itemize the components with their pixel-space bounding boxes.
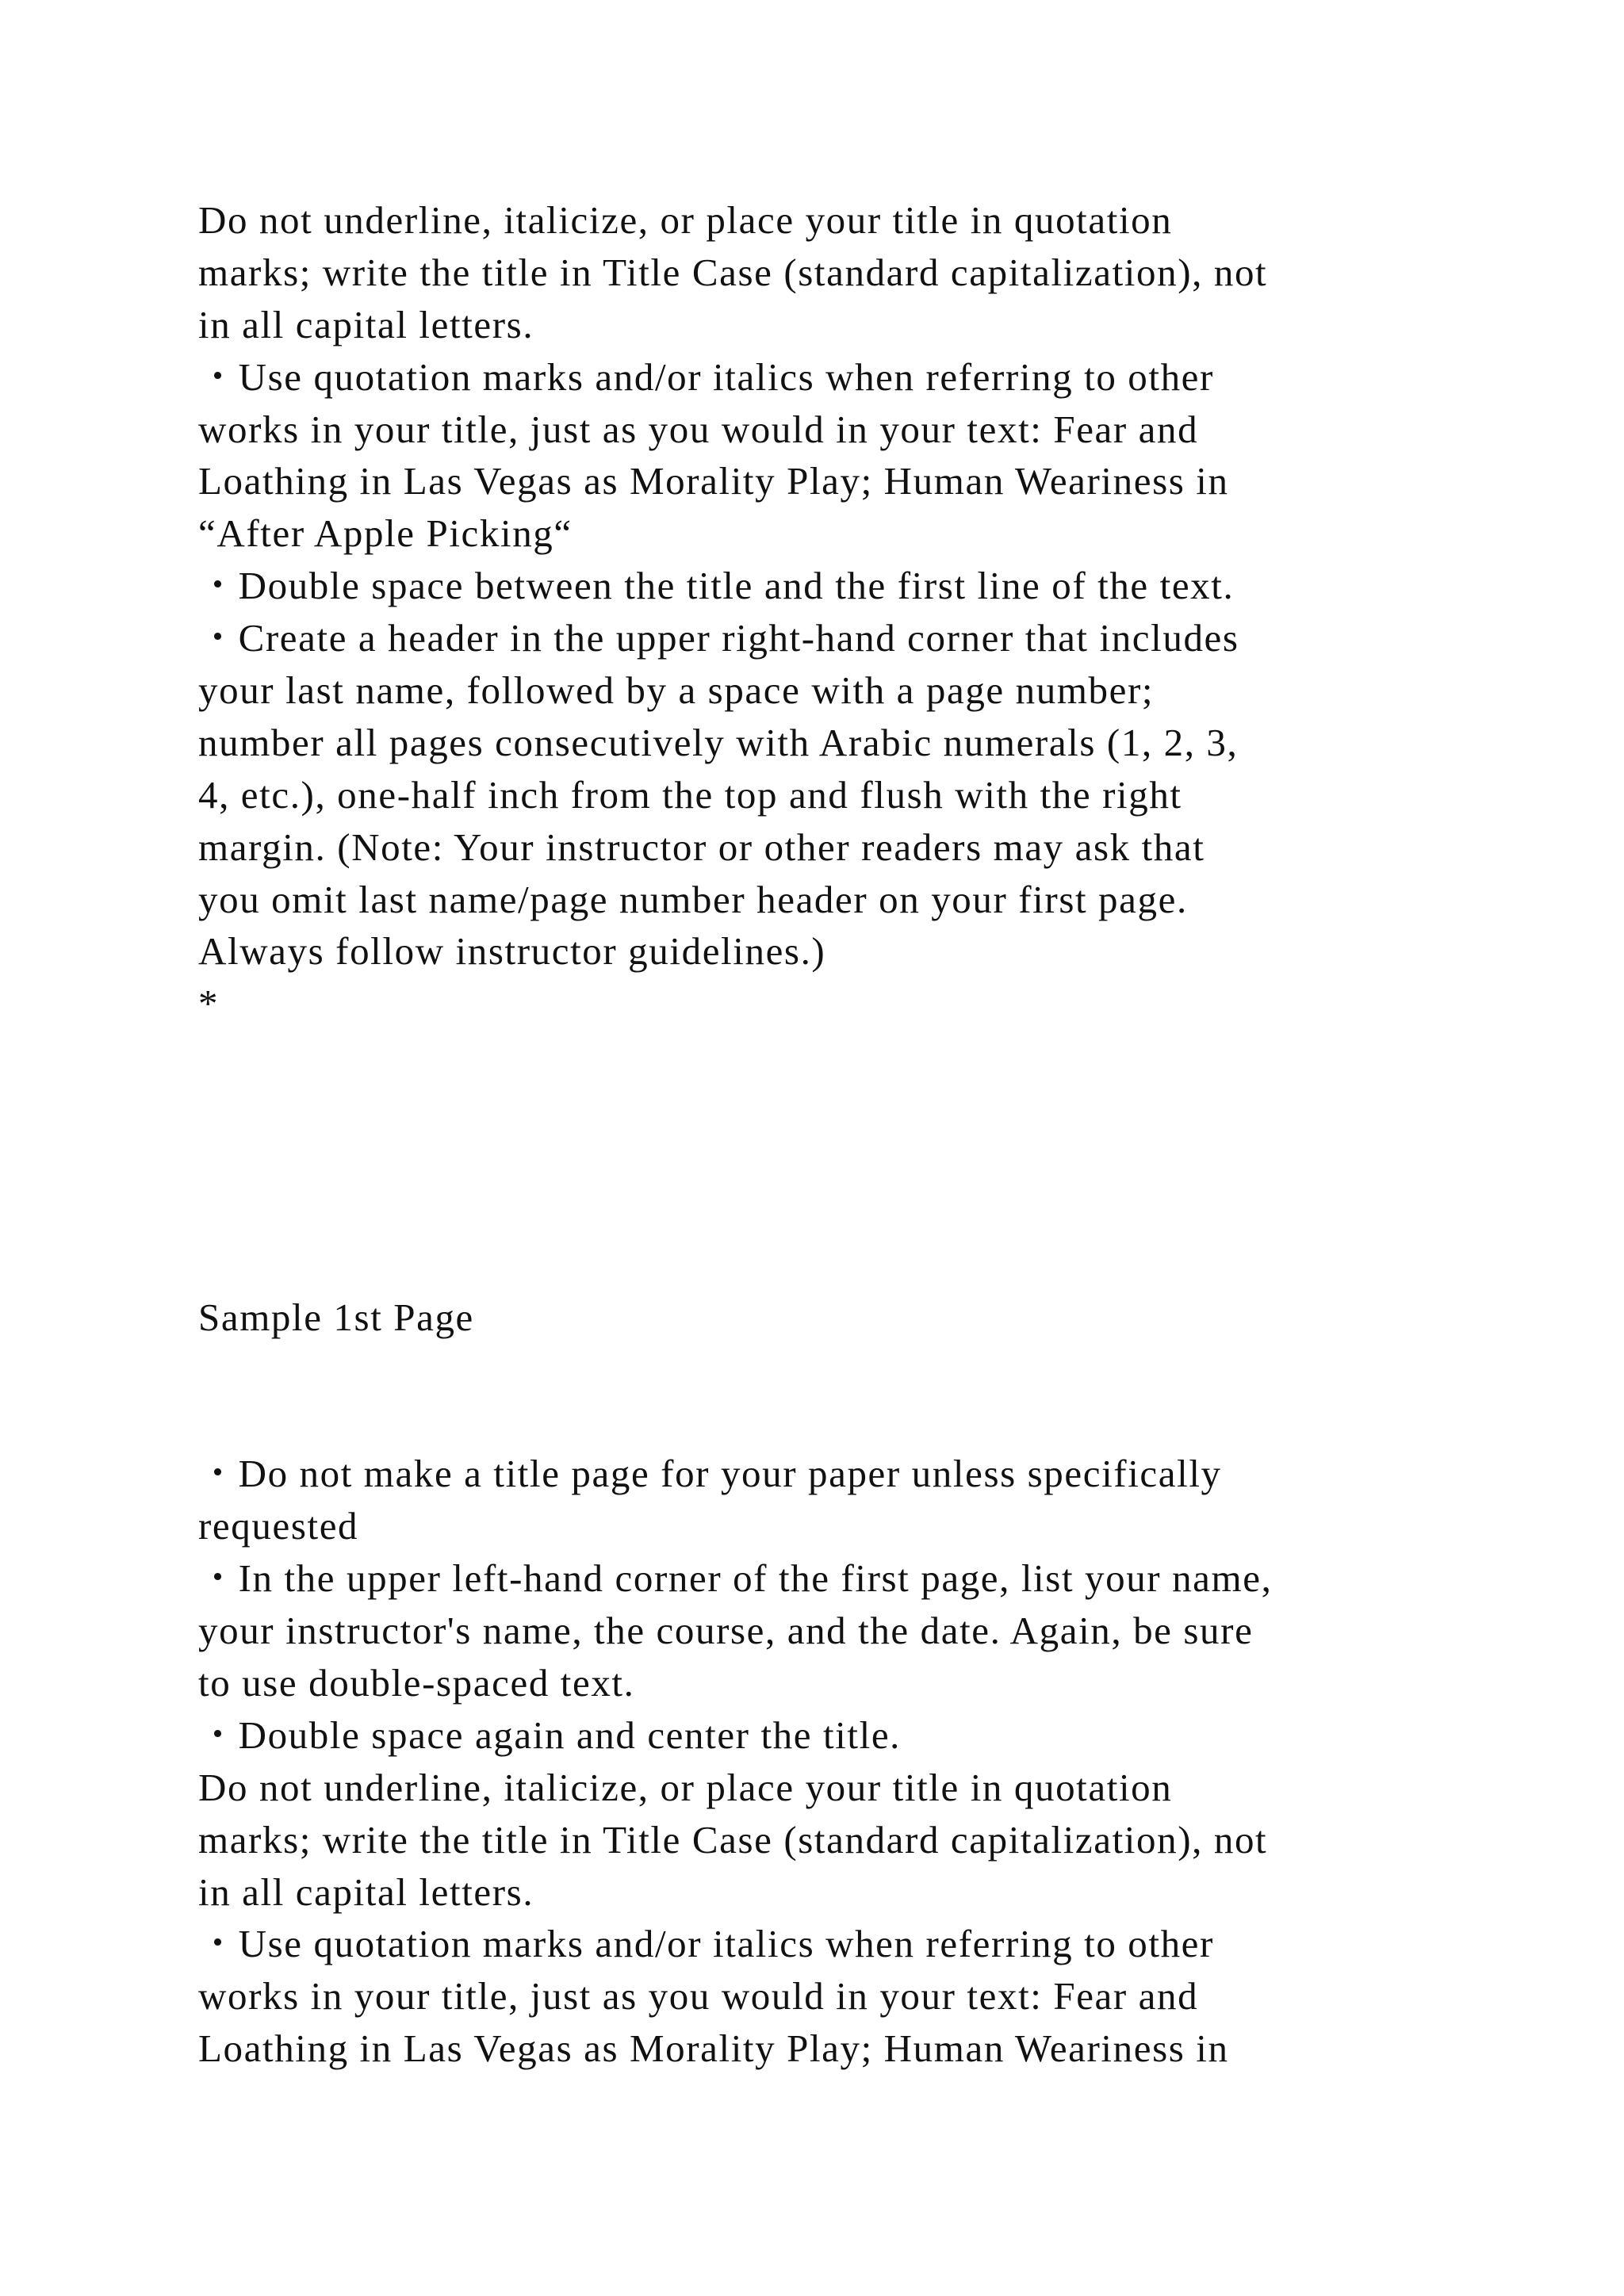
text-line: works in your title, just as you would in your text: Fear and — [198, 1974, 1199, 2019]
spacer — [198, 1135, 1451, 1187]
text-line: in all capital letters. — [198, 302, 534, 346]
text-line: works in your title, just as you would in your text: Fear and — [198, 407, 1199, 451]
text-line: Do not underline, italicize, or place your title in quotation — [198, 198, 1173, 242]
spacer — [198, 1187, 1451, 1239]
bullet-line: ・Double space again and center the title. — [198, 1712, 902, 1757]
bullet-line: ・Do not make a title page for your paper unless specifically — [198, 1452, 1222, 1496]
section-first-page-guidelines — [198, 1448, 1451, 2075]
spacer — [198, 1395, 1451, 1448]
document-page — [198, 194, 1451, 2075]
bullet-line: ・Create a header in the upper right-hand corner that includes — [198, 616, 1239, 660]
text-line: Always follow instructor guidelines.) — [198, 929, 826, 974]
spacer — [198, 1082, 1451, 1135]
text-line: Loathing in Las Vegas as Morality Play; Human Weariness in — [198, 2026, 1229, 2071]
text-line: in all capital letters. — [198, 1869, 534, 1914]
section-title-formatting — [198, 194, 1451, 1030]
bullet-line: ・Use quotation marks and/or italics when referring to other — [198, 1922, 1214, 1966]
spacer — [198, 1239, 1451, 1292]
spacer — [198, 1030, 1451, 1082]
text-line: your instructor's name, the course, and the date. Again, be sure — [198, 1609, 1254, 1653]
text-line: number all pages consecutively with Arabic numerals (1, 2, 3, — [198, 720, 1239, 764]
bullet-line: ・In the upper left-hand corner of the first page, list your name, — [198, 1556, 1273, 1601]
section-heading: Sample 1st Page — [198, 1295, 474, 1339]
text-line: marks; write the title in Title Case (standard capitalization), not — [198, 1817, 1268, 1862]
asterisk-line: * — [198, 982, 220, 1026]
text-line: “After Apple Picking“ — [198, 511, 573, 556]
text-line: requested — [198, 1504, 359, 1548]
text-line: your last name, followed by a space with a page number; — [198, 668, 1155, 713]
text-line: you omit last name/page number header on your first page. — [198, 877, 1188, 921]
text-line: marks; write the title in Title Case (standard capitalization), not — [198, 250, 1268, 294]
text-line: 4, etc.), one-half inch from the top and flush with the right — [198, 772, 1182, 817]
text-line: Do not underline, italicize, or place your title in quotation — [198, 1765, 1173, 1809]
bullet-line: ・Use quotation marks and/or italics when referring to other — [198, 354, 1214, 399]
text-line: Loathing in Las Vegas as Morality Play; Human Weariness in — [198, 459, 1229, 503]
bullet-line: ・Double space between the title and the first line of the text. — [198, 564, 1235, 608]
spacer — [198, 1344, 1451, 1396]
text-line: to use double-spaced text. — [198, 1660, 635, 1705]
text-line: margin. (Note: Your instructor or other readers may ask that — [198, 825, 1205, 869]
